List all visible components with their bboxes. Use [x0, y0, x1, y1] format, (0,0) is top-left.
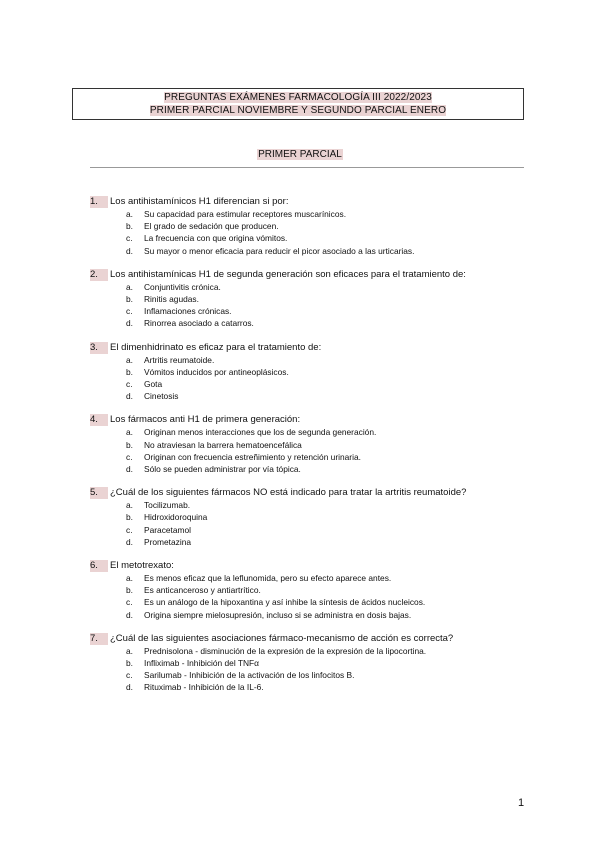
question-5	[90, 487, 530, 548]
question-stem	[90, 342, 530, 354]
question-number: 6.	[90, 560, 108, 572]
option: d. Sólo se pueden administrar por vía tópica.	[126, 464, 301, 475]
document-title-box	[72, 88, 524, 120]
question-stem	[90, 487, 530, 499]
title-line-1: PREGUNTAS EXÁMENES FARMACOLOGÍA III 2022/2023	[164, 92, 432, 103]
option: b. El grado de sedación que producen.	[126, 221, 279, 232]
question-stem	[90, 269, 530, 281]
option: d. Cinetosis	[126, 391, 179, 402]
option: a. Tocilizumab.	[126, 500, 191, 511]
question-number: 5.	[90, 487, 108, 499]
option: c. Paracetamol	[126, 524, 192, 535]
question-4	[90, 414, 530, 475]
question-text: Los antihistamínicas H1 de segunda generación son eficaces para el tratamiento de:	[110, 268, 466, 280]
option: a. Es menos eficaz que la leflunomida, pero su efecto aparece antes.	[126, 573, 392, 584]
question-1	[90, 196, 530, 257]
option: d. Rinorrea asociado a catarros.	[126, 318, 254, 329]
option: c. La frecuencia con que origina vómitos.	[126, 233, 288, 244]
option: c. Inflamaciones crónicas.	[126, 306, 232, 317]
title-line-2: PRIMER PARCIAL NOVIEMBRE Y SEGUNDO PARCIAL ENERO	[149, 105, 447, 116]
option: a. Prednisolona - disminución de la expresión de la expresión de la lipocortina.	[126, 645, 427, 656]
option: a. Artritis reumatoide.	[126, 354, 215, 365]
page-number: 1	[518, 797, 525, 809]
question-number: 3.	[90, 342, 108, 354]
question-text: El dimenhidrinato es eficaz para el tratamiento de:	[110, 341, 322, 353]
option: d. Su mayor o menor eficacia para reducir el picor asociado a las urticarias.	[126, 245, 415, 256]
question-text: ¿Cuál de los siguientes fármacos NO está indicado para tratar la artritis reumatoide?	[110, 487, 467, 499]
question-stem	[90, 414, 530, 426]
question-3	[90, 342, 530, 403]
option: b. Rinitis agudas.	[126, 294, 199, 305]
option: a. Originan menos interacciones que los de segunda generación.	[126, 427, 377, 438]
option: c. Es un análogo de la hipoxantina y así inhibe la síntesis de ácidos nucleicos.	[126, 597, 426, 608]
option: d. Rituximab - Inhibición de la IL-6.	[126, 682, 264, 693]
option: b. Es anticanceroso y antiartrítico.	[126, 585, 261, 596]
question-list	[90, 196, 530, 706]
question-7	[90, 633, 530, 694]
question-stem	[90, 560, 530, 572]
option: c. Sarilumab - Inhibición de la activación de los linfocitos B.	[126, 670, 355, 681]
option: b. Infliximab - Inhibición del TNFα	[126, 658, 260, 669]
section-divider	[90, 167, 524, 168]
question-6	[90, 560, 530, 621]
question-text: ¿Cuál de las siguientes asociaciones fármaco-mecanismo de acción es correcta?	[110, 632, 454, 644]
question-number: 4.	[90, 414, 108, 426]
question-stem	[90, 633, 530, 645]
option: b. Vómitos inducidos por antineoplásicos.	[126, 366, 289, 377]
question-number: 1.	[90, 196, 108, 208]
option: b. Hidroxidoroquina	[126, 512, 208, 523]
question-number: 7.	[90, 633, 108, 645]
question-stem	[90, 196, 530, 208]
question-text: Los fármacos anti H1 de primera generación:	[110, 414, 301, 426]
option: c. Gota	[126, 379, 163, 390]
option: c. Originan con frecuencia estreñimiento y retención urinaria.	[126, 451, 361, 462]
question-text: El metotrexato:	[110, 560, 174, 572]
question-number: 2.	[90, 269, 108, 281]
question-2	[90, 269, 530, 330]
option: d. Origina siempre mielosupresión, incluso si se administra en dosis bajas.	[126, 609, 412, 620]
option: b. No atraviesan la barrera hematoencefálica	[126, 439, 302, 450]
question-text: Los antihistamínicos H1 diferencian si por:	[110, 196, 289, 207]
option: d. Prometazina	[126, 536, 192, 547]
option: a. Su capacidad para estimular receptores muscarínicos.	[126, 209, 347, 219]
section-title: PRIMER PARCIAL	[258, 149, 342, 160]
option: a. Conjuntivitis crónica.	[126, 281, 221, 292]
